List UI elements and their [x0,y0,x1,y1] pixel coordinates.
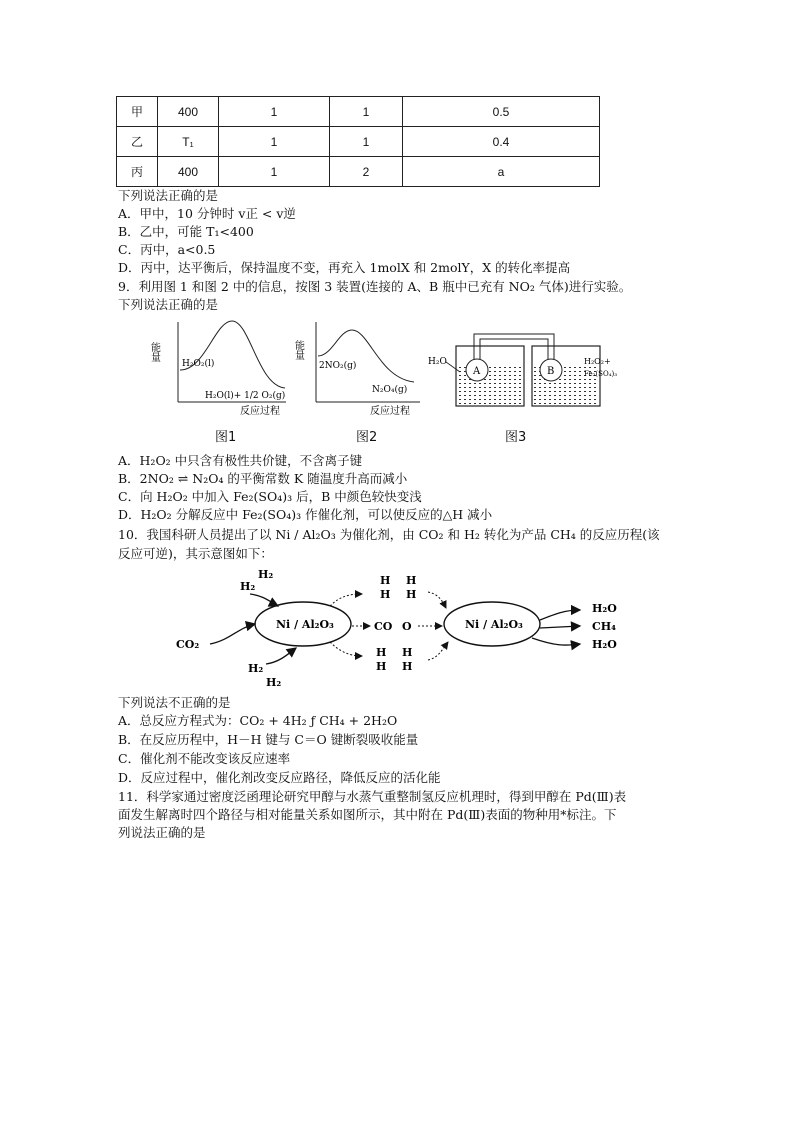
q8-option-a: A．甲中，10 分钟时 v正 < v逆 [118,206,296,221]
fig3-right-label-1: H₂O₂+ [584,357,611,366]
q10-stem-2: 反应可逆)，其示意图如下： [118,546,273,561]
q10-option-d: D．反应过程中，催化剂改变反应路径，降低反应的活化能 [118,770,441,785]
h2-bottom-2: H₂ [266,676,282,689]
table-cell: 2 [330,157,403,187]
fig3-right-label-2: Fe₂(SO₄)₃ [584,370,618,378]
catalyst-label-right: Ni / Al₂O₃ [465,618,523,631]
flask-a-label: A [473,366,481,377]
q10-option-b: B．在反应历程中，H－H 键与 C＝O 键断裂吸收能量 [118,732,419,747]
fig1-top-label: H₂O₂(l) [182,359,215,369]
h-atom-3: H [380,588,391,601]
h2o-product-1: H₂O [592,602,617,615]
h-atom-7: H [376,660,387,673]
h-atom-4: H [406,588,417,601]
h2-top-2: H₂ [240,580,256,593]
fig2-ylabel: 能量 [292,340,304,360]
table-cell: 乙 [117,127,158,157]
q10-stem-3: 下列说法不正确的是 [118,695,231,710]
h-atom-2: H [406,574,417,587]
q11-stem-2: 面发生解离时四个路径与相对能量关系如图所示，其中附在 Pd(Ⅲ)表面的物种用*标注。下 [118,807,617,822]
q8-option-c: C．丙中，a<0.5 [118,242,216,257]
table-cell: 1 [219,157,330,187]
fig1-caption: 图1 [215,430,237,445]
table-cell: 1 [330,127,403,157]
h-atom-5: H [376,646,387,659]
data-table [116,96,600,187]
q11-stem-1: 11．科学家通过密度泛函理论研究甲醇与水蒸气重整制氢反应机理时，得到甲醇在 Pd(Ⅲ)表 [118,789,627,804]
table-cell: 丙 [117,157,158,187]
fig1-xlabel: 反应过程 [240,406,280,417]
co2-label: CO₂ [176,638,200,651]
co-label: CO [374,620,393,633]
table-row [117,97,600,127]
table-cell: 1 [330,97,403,127]
table-cell: 0.5 [403,97,600,127]
table-cell: 甲 [117,97,158,127]
q10-option-a: A．总反应方程式为：CO₂ + 4H₂ ƒ CH₄ + 2H₂O [118,713,398,728]
fig3-caption: 图3 [505,430,527,445]
fig2-top-label: 2NO₂(g) [319,361,357,371]
q8-stem: 下列说法正确的是 [118,188,219,203]
o-label: O [402,620,412,633]
q9-option-d: D．H₂O₂ 分解反应中 Fe₂(SO₄)₃ 作催化剂，可以使反应的△H 减小 [118,507,493,522]
fig2-caption: 图2 [356,430,378,445]
ch4-product: CH₄ [592,620,616,633]
table-row [117,157,600,187]
h-atom-1: H [380,574,391,587]
table-row [117,127,600,157]
h2-top-1: H₂ [258,568,274,581]
table-cell: 400 [158,157,219,187]
figure-3-apparatus [428,326,618,414]
table-cell: 1 [219,127,330,157]
fig1-ylabel: 能量 [148,342,160,362]
q10-option-c: C．催化剂不能改变该反应速率 [118,751,291,766]
catalyst-label-left: Ni / Al₂O₃ [276,618,334,631]
table-cell: T₁ [158,127,219,157]
h-atom-8: H [402,660,413,673]
q9-stem-2: 下列说法正确的是 [118,297,219,312]
q8-option-d: D．丙中，达平衡后，保持温度不变，再充入 1molX 和 2molY，X 的转化率提高 [118,260,571,275]
figure-1-energy-diagram [150,316,290,416]
table-cell: 400 [158,97,219,127]
fig1-bottom-label: H₂O(l)+ 1/2 O₂(g) [205,391,286,401]
table-cell: 0.4 [403,127,600,157]
h2o-product-2: H₂O [592,638,617,651]
q8-option-b: B．乙中，可能 T₁<400 [118,224,254,239]
q9-option-a: A．H₂O₂ 中只含有极性共价键，不含离子键 [118,453,363,468]
flask-b-label: B [547,366,555,377]
figure-2-energy-diagram [294,316,424,416]
h2-bottom-1: H₂ [248,662,264,675]
q10-stem-1: 10．我国科研人员提出了以 Ni / Al₂O₃ 为催化剂，由 CO₂ 和 H₂ 转化为产品 CH₄ 的反应历程(该 [118,527,660,542]
q9-option-b: B．2NO₂ ⇌ N₂O₄ 的平衡常数 K 随温度升高而减小 [118,471,408,486]
table-cell: 1 [219,97,330,127]
q9-option-c: C．向 H₂O₂ 中加入 Fe₂(SO₄)₃ 后，B 中颜色较快变浅 [118,489,422,504]
fig2-bottom-label: N₂O₄(g) [372,385,408,395]
q10-mechanism-diagram [170,566,630,694]
fig3-left-label: H₂O [428,357,447,367]
h-atom-6: H [402,646,413,659]
table-cell: a [403,157,600,187]
fig2-xlabel: 反应过程 [370,406,410,417]
q11-stem-3: 列说法正确的是 [118,825,206,840]
q9-stem-1: 9．利用图 1 和图 2 中的信息，按图 3 装置(连接的 A、B 瓶中已充有 NO₂ 气体)进行实验。 [118,279,632,294]
